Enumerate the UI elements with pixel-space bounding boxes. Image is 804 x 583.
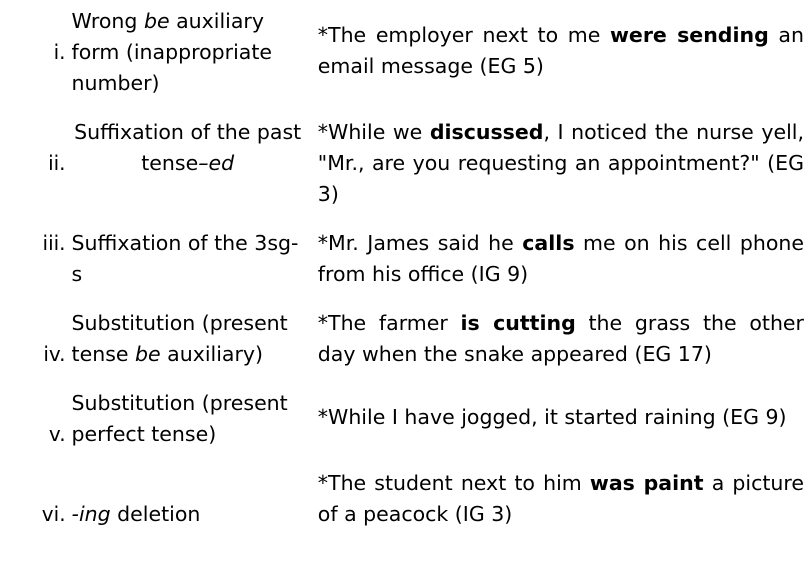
example-text: *The student next to him was paint a picture of a peacock (IG 3) <box>317 471 804 526</box>
spacer-cell <box>72 99 318 117</box>
row-example <box>318 117 804 210</box>
row-error-type <box>72 117 318 210</box>
spacer-cell <box>318 290 804 308</box>
table-row <box>0 388 804 450</box>
row-numeral: vi. <box>41 502 66 526</box>
error-type-text: Suffixation of the past tense–ed <box>74 120 302 175</box>
error-type-text: Substitution (present perfect tense) <box>71 391 288 446</box>
error-type-text: Wrong be auxiliary form (inappropriate number) <box>71 9 273 95</box>
row-spacer <box>0 210 804 228</box>
table-row <box>0 6 804 99</box>
table-row <box>0 228 804 290</box>
row-spacer <box>0 450 804 468</box>
example-text: *Mr. James said he calls me on his cell phone from his office (IG 9) <box>317 231 804 286</box>
error-type-text: -ing deletion <box>71 502 201 526</box>
row-error-type <box>72 388 318 450</box>
error-type-text: Substitution (present tense be auxiliary) <box>71 311 288 366</box>
spacer-cell <box>0 450 72 468</box>
row-numeral: i. <box>53 40 66 64</box>
example-text: *The employer next to me were sending an email message (EG 5) <box>317 23 804 78</box>
row-example <box>318 6 804 99</box>
error-type-text: Suffixation of the 3sg-s <box>71 231 299 286</box>
spacer-cell <box>318 450 804 468</box>
spacer-cell <box>318 370 804 388</box>
row-error-type <box>72 468 318 530</box>
table-row <box>0 308 804 370</box>
spacer-cell <box>72 210 318 228</box>
spacer-cell <box>318 210 804 228</box>
spacer-cell <box>0 99 72 117</box>
row-error-type <box>72 6 318 99</box>
spacer-cell <box>72 290 318 308</box>
spacer-cell <box>0 290 72 308</box>
error-table-body <box>0 6 804 530</box>
row-example <box>318 388 804 450</box>
row-numeral: ii. <box>48 151 66 175</box>
row-example <box>318 468 804 530</box>
example-text: *The farmer is cutting the grass the other day when the snake appeared (EG 17) <box>317 311 804 366</box>
row-spacer <box>0 370 804 388</box>
spacer-cell <box>318 99 804 117</box>
spacer-cell <box>72 370 318 388</box>
row-numeral: v. <box>48 422 66 446</box>
spacer-cell <box>72 450 318 468</box>
row-spacer <box>0 99 804 117</box>
spacer-cell <box>0 370 72 388</box>
row-spacer <box>0 290 804 308</box>
row-example <box>318 308 804 370</box>
example-text: *While we discussed, I noticed the nurse yell, "Mr., are you requesting an appointment?" (EG 3) <box>317 120 804 206</box>
example-text: *While I have jogged, it started raining (EG 9) <box>317 405 787 429</box>
spacer-cell <box>0 210 72 228</box>
table-row <box>0 117 804 210</box>
error-table <box>0 6 804 530</box>
row-error-type <box>72 308 318 370</box>
row-numeral: iii. <box>42 231 66 255</box>
row-example <box>318 228 804 290</box>
table-row <box>0 468 804 530</box>
row-numeral: iv. <box>43 342 66 366</box>
row-error-type <box>72 228 318 290</box>
